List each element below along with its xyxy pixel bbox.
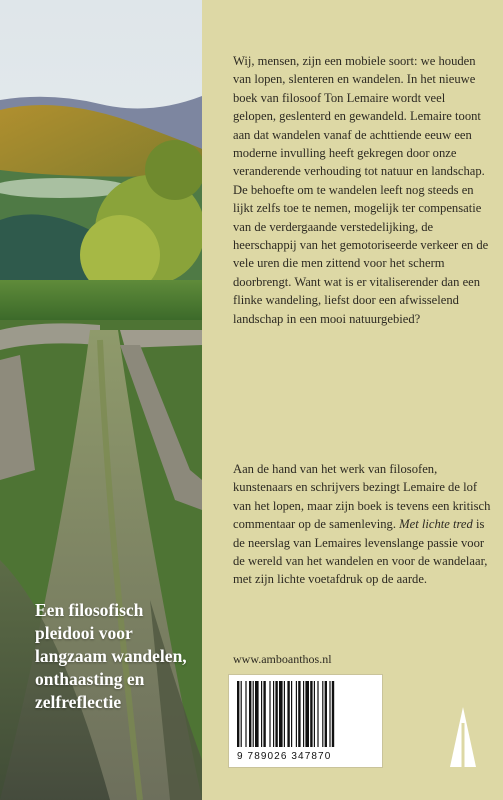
barcode-bars (235, 681, 376, 749)
isbn-number: 9 789026 347870 (237, 751, 332, 762)
barcode (228, 674, 383, 768)
ambo-anthos-logo-icon (448, 705, 478, 767)
book-title-inline: Met lichte tred (399, 517, 473, 532)
blurb-paragraph-2-start: Aan de hand van het werk van filosofen, kunstenaars en schrijvers bezingt Lemaire de lof van het lopen, maar zijn boek is tevens een kritisch commentaar op de samenleving. (233, 462, 491, 532)
blurb-paragraph-2-end: is de neerslag van Lemaires levenslange passie voor de wereld van het wandelen en voor de wandelaar, met zijn lichte voetafdruk op de aarde. (233, 517, 488, 587)
publisher-website[interactable]: www.amboanthos.nl (233, 652, 332, 666)
tagline: Een filosofisch pleidooi voor langzaam wandelen, onthaasting en zelfreflectie (35, 600, 187, 712)
blurb-paragraph: Wij, mensen, zijn een mobiele soort: we houden van lopen, slenteren en wandelen. In het nieuwe boek van filosoof Ton Lemaire wordt veel gelopen, geslenterd en gewandeld. Lemaire toont aan dat wandelen vanaf de achttiende eeuw een moderne invulling heeft gekregen door onze veranderende verhouding tot natuur en landschap. De behoefte om te wandelen leeft nog steeds en lijkt zelfs toe te nemen, mogelijk ter compensatie van de verdergaande verstedelijking, de heerschappij van het gemotoriseerde verkeer en de vele uren die men zittend voor het scherm doorbrengt. Want wat is er vitaliserender dan een flinke wandeling, liefst door een afwisselend landschap in een mooi natuurgebied? (233, 54, 489, 326)
blurb-paragraph-2 (233, 460, 491, 589)
